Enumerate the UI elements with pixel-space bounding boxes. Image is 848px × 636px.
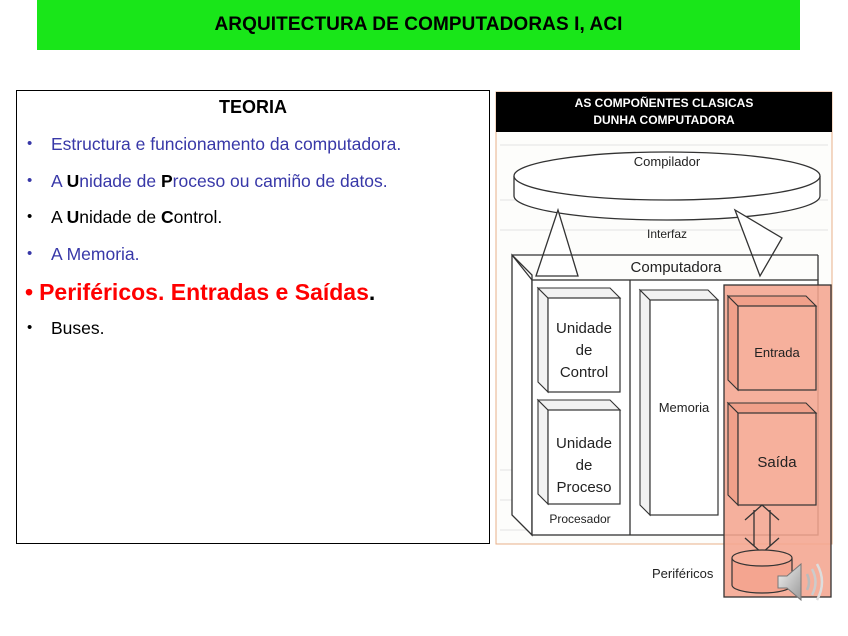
perifericos-label: Periféricos <box>652 566 714 581</box>
memoria-label: Memoria <box>658 400 710 415</box>
page-title: ARQUITECTURA DE COMPUTADORAS I, ACI <box>214 14 623 35</box>
compilador-label: Compilador <box>633 154 701 169</box>
teoria-heading: TEORIA <box>218 97 287 117</box>
unidade-control-line2: de <box>575 342 593 359</box>
bullet-unidade-proceso: • A Unidade de Proceso ou camiño de datos. <box>27 170 388 191</box>
bullet-perifericos: • Periféricos. Entradas e Saídas. <box>25 279 376 305</box>
unidade-proceso-line3: Proceso <box>556 479 612 496</box>
computadora-label: Computadora <box>630 259 722 276</box>
unidade-proceso-line2: de <box>575 457 593 474</box>
bullet-memoria: • A Memoria. <box>27 243 140 264</box>
unidade-control-line3: Control <box>559 364 609 381</box>
bullet-icon: • <box>27 208 33 225</box>
diagram-header-line1: AS COMPOÑENTES CLASICAS <box>574 96 754 110</box>
interfaz-label: Interfaz <box>646 227 688 241</box>
bullet-estructura: • Estructura e funcionamento da computadora. <box>27 134 402 154</box>
bullet-icon: • <box>27 171 33 189</box>
procesador-label: Procesador <box>549 512 611 526</box>
bullet-unidade-control: • A Unidade de Control. <box>27 207 223 227</box>
bullet-icon: • <box>25 279 34 305</box>
entrada-label: Entrada <box>754 345 800 360</box>
speaker-icon[interactable] <box>770 552 830 612</box>
bullet-buses: • Buses. <box>27 318 105 338</box>
saida-label: Saída <box>757 454 797 471</box>
unidade-proceso-line1: Unidade <box>556 435 612 452</box>
computadora-side <box>512 255 532 535</box>
bullet-icon: • <box>27 135 33 152</box>
bullet-icon: • <box>27 319 33 336</box>
bullet-icon: • <box>27 244 33 262</box>
diagram-header-line2: DUNHA COMPUTADORA <box>593 113 735 127</box>
unidade-control-line1: Unidade <box>556 320 612 337</box>
